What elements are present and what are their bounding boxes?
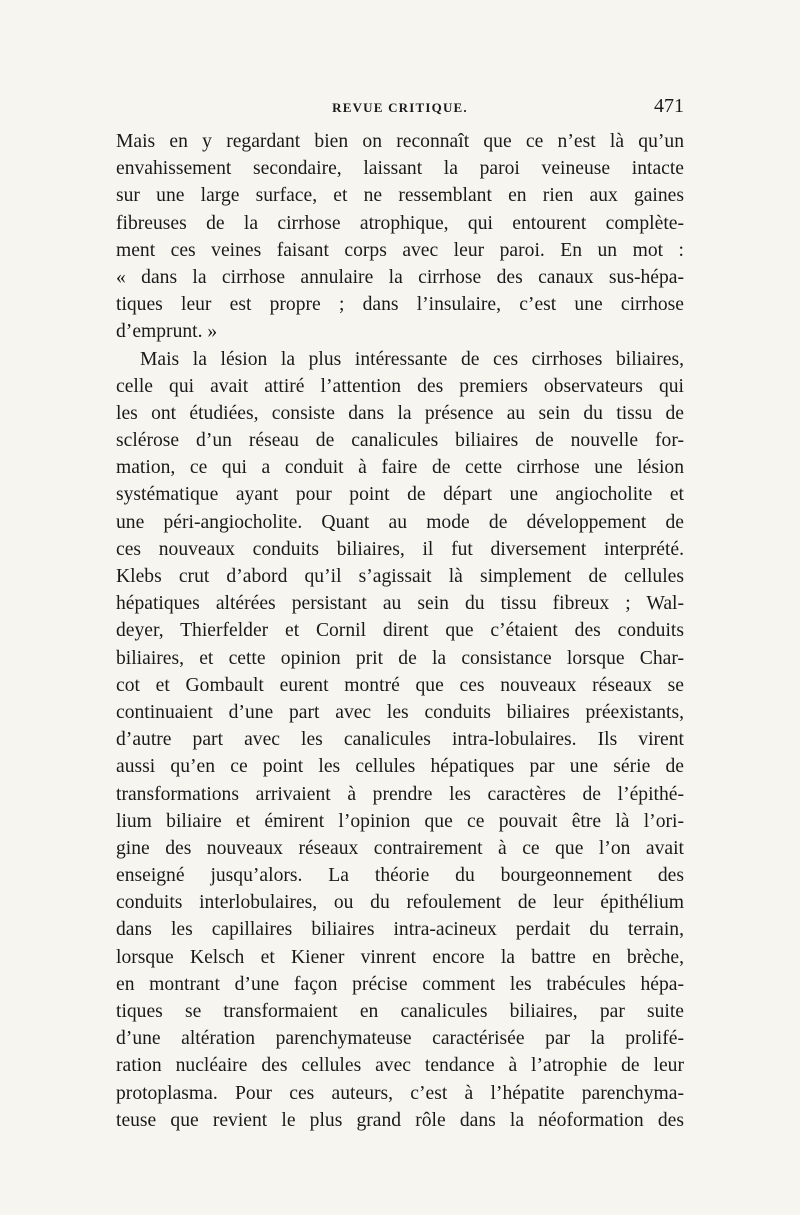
text-line: celle qui avait attiré l’attention des premiers observateurs qui	[116, 375, 684, 397]
text-line: lorsque Kelsch et Kiener vinrent encore la battre en brèche,	[116, 946, 684, 968]
text-line: d’emprunt. »	[116, 321, 218, 343]
text-line: biliaires, et cette opinion prit de la consistance lorsque Char-	[116, 647, 684, 669]
text-line: ration nucléaire des cellules avec tendance à l’atrophie de leur	[116, 1055, 684, 1077]
text-line: les ont étudiées, consiste dans la présence au sein du tissu de	[116, 402, 684, 424]
text-line: transformations arrivaient à prendre les caractères de l’épithé-	[116, 783, 684, 805]
text-line: d’autre part avec les canalicules intra-lobulaires. Ils virent	[116, 729, 684, 751]
text-line: tiques leur est propre ; dans l’insulaire, c’est une cirrhose	[116, 294, 684, 316]
text-line: hépatiques altérées persistant au sein du tissu fibreux ; Wal-	[116, 593, 684, 615]
text-line: conduits interlobulaires, ou du refoulement de leur épithélium	[116, 892, 684, 914]
text-line: cot et Gombault eurent montré que ces nouveaux réseaux se	[116, 674, 684, 696]
text-line: enseigné jusqu’alors. La théorie du bourgeonnement des	[116, 865, 684, 887]
page-number: 471	[654, 95, 684, 117]
text-line: lium biliaire et émirent l’opinion que ce pouvait être là l’ori-	[116, 810, 684, 832]
text-line: envahissement secondaire, laissant la paroi veineuse intacte	[116, 158, 684, 180]
text-line: « dans la cirrhose annulaire la cirrhose des canaux sus-hépa-	[116, 266, 684, 288]
text-line: continuaient d’une part avec les conduits biliaires préexistants,	[116, 701, 684, 723]
text-line: ment ces veines faisant corps avec leur paroi. En un mot :	[116, 239, 684, 261]
text-line: sur une large surface, et ne ressemblant en rien aux gaines	[116, 185, 684, 207]
body-text	[116, 128, 684, 1134]
running-head: REVUE CRITIQUE.	[332, 100, 468, 115]
text-line: fibreuses de la cirrhose atrophique, qui entourent complète-	[116, 212, 684, 234]
text-line: deyer, Thierfelder et Cornil dirent que c’étaient des conduits	[116, 620, 684, 642]
text-line: d’une altération parenchymateuse caractérisée par la prolifé-	[116, 1028, 684, 1050]
text-line: systématique ayant pour point de départ une angiocholite et	[116, 484, 684, 506]
text-line: sclérose d’un réseau de canalicules biliaires de nouvelle for-	[116, 430, 684, 452]
text-line: teuse que revient le plus grand rôle dans la néoformation des	[116, 1109, 684, 1131]
text-line: une péri-angiocholite. Quant au mode de développement de	[116, 511, 684, 533]
text-line: ces nouveaux conduits biliaires, il fut diversement interprété.	[116, 538, 684, 560]
text-line: dans les capillaires biliaires intra-acineux perdait du terrain,	[116, 919, 684, 941]
page-header	[116, 95, 684, 120]
text-line: protoplasma. Pour ces auteurs, c’est à l’hépatite parenchyma-	[116, 1082, 684, 1104]
text-line: Mais en y regardant bien on reconnaît que ce n’est là qu’un	[116, 131, 684, 152]
text-line: gine des nouveaux réseaux contrairement à ce que l’on avait	[116, 837, 684, 859]
text-line: mation, ce qui a conduit à faire de cette cirrhose une lésion	[116, 457, 684, 479]
text-line: tiques se transformaient en canalicules biliaires, par suite	[116, 1001, 684, 1022]
text-line: aussi qu’en ce point les cellules hépatiques par une série de	[116, 756, 684, 778]
text-line: en montrant d’une façon précise comment les trabécules hépa-	[116, 973, 684, 995]
text-line: Klebs crut d’abord qu’il s’agissait là simplement de cellules	[116, 566, 684, 587]
text-line: Mais la lésion la plus intéressante de ces cirrhoses biliaires,	[140, 348, 684, 370]
